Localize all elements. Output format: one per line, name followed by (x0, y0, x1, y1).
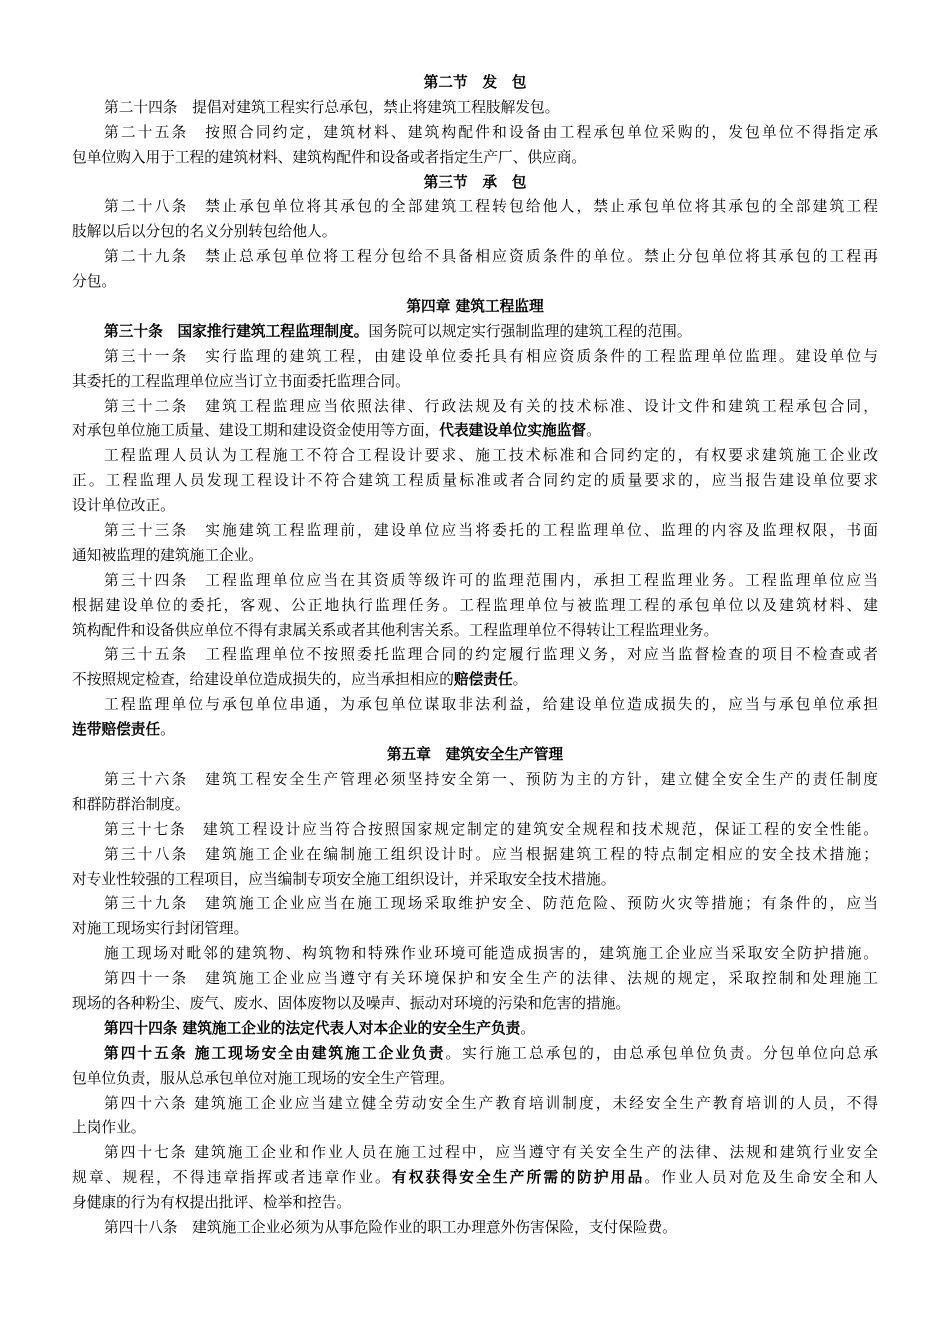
text-line (72, 569, 878, 594)
section-heading (72, 743, 878, 768)
text-run: 分包。 (72, 273, 117, 291)
text-line (72, 1141, 878, 1166)
bold-text-run: 代表建设单位实施监督 (439, 422, 587, 440)
text-run: 工程监理人员认为工程施工不符合工程设计要求、施工技术标准和合同约定的，有权要求建筑施工企业改 (104, 447, 878, 465)
text-run: 。作业人员对危及生命安全和人 (644, 1169, 878, 1187)
text-run: 。 (512, 671, 528, 689)
section-heading (72, 171, 878, 196)
text-run: 第三十三条 实施建筑工程监理前，建设单位应当将委托的工程监理单位、监理的内容及监理权限，书面 (104, 522, 878, 540)
text-run: 其委托的工程监理单位应当订立书面委托监理合同。 (72, 372, 410, 390)
section-heading (72, 295, 878, 320)
text-run: 第三十五条 工程监理单位不按照委托监理合同的约定履行监理义务，对应当监督检查的项目不检查或者 (104, 646, 878, 664)
text-line (72, 1067, 878, 1092)
text-line (72, 320, 878, 345)
text-run: 。 (520, 1019, 536, 1037)
bold-text-run: 第二节 发 包 (423, 74, 527, 91)
text-run: 第四十八条 建筑施工企业必须为从事危险作业的职工办理意外伤害保险，支付保险费。 (104, 1218, 677, 1236)
text-run: 。实行施工总承包的，由总承包单位负责。分包单位向总承 (445, 1044, 878, 1062)
text-line (72, 395, 878, 420)
text-run: 。 (586, 422, 601, 440)
text-line (72, 693, 878, 718)
text-line (72, 245, 878, 270)
text-run: 通知被监理的建筑施工企业。 (72, 546, 263, 564)
text-run: 国务院可以规定实行强制监理的建筑工程的范围。 (368, 322, 692, 340)
text-run: 第二十四条 提倡对建筑工程实行总承包，禁止将建筑工程肢解发包。 (104, 98, 560, 116)
text-line (72, 917, 878, 942)
text-line (72, 544, 878, 569)
text-line (72, 619, 878, 644)
text-line (72, 793, 878, 818)
text-line (72, 843, 878, 868)
text-line (72, 469, 878, 494)
bold-text-run: 第四章 建筑工程监理 (406, 298, 544, 316)
bold-text-run: 第三节 承 包 (423, 173, 527, 191)
text-run: 施工现场对毗邻的建筑物、构筑物和特殊作业环境可能造成损害的，建筑施工企业应当采取安全防护措施。 (104, 945, 878, 963)
text-line (72, 768, 878, 793)
text-line (72, 942, 878, 967)
text-line (72, 818, 878, 843)
text-line (72, 519, 878, 544)
bold-text-run: 第三十条 国家推行建筑工程监理制度。 (104, 322, 369, 340)
text-line (72, 220, 878, 245)
text-run: 现场的各种粉尘、废气、废水、固体废物以及噪声、振动对环境的污染和危害的措施。 (72, 994, 631, 1012)
text-run: 肢解以后以分包的名义分别转包给他人。 (72, 223, 337, 241)
text-line (72, 1116, 878, 1141)
text-line (72, 1017, 878, 1042)
text-run: 筑构配件和设备供应单位不得有隶属关系或者其他利害关系。工程监理单位不得转让工程监理业务。 (72, 621, 719, 639)
text-run: 第四十七条 建筑施工企业和作业人员在施工过程中，应当遵守有关安全生产的法律、法规和建筑行业安全 (104, 1144, 878, 1162)
text-line (72, 594, 878, 619)
text-run: 设计单位改正。 (72, 497, 175, 515)
text-run: 第三十二条 建筑工程监理应当依照法律、行政法规及有关的技术标准、设计文件和建筑工程承包合同， (104, 397, 878, 415)
text-line (72, 96, 878, 121)
text-run: 包单位负责，服从总承包单位对施工现场的安全生产管理。 (72, 1069, 454, 1087)
text-line (72, 270, 878, 295)
bold-text-run: 赔偿责任 (453, 671, 513, 689)
text-line (72, 370, 878, 395)
text-run: 第四十一条 建筑施工企业应当遵守有关环境保护和安全生产的法律、法规的规定，采取控制和处理施工 (104, 970, 878, 988)
text-run: 第三十四条 工程监理单位应当在其资质等级许可的监理范围内，承担工程监理业务。工程监理单位应当 (104, 571, 878, 589)
text-run: 规章、规程，不得违章指挥或者违章作业。 (72, 1169, 392, 1187)
text-run: 不按照规定检查，给建设单位造成损失的，应当承担相应的 (72, 671, 454, 689)
text-run: 第三十七条 建筑工程设计应当符合按照国家规定制定的建筑安全规程和技术规范，保证工程的安全性能。 (104, 820, 878, 838)
text-run: 上岗作业。 (72, 1119, 146, 1137)
text-line (72, 419, 878, 444)
text-run: 对施工现场实行封闭管理。 (72, 920, 249, 938)
bold-text-run: 有权获得安全生产所需的防护用品 (391, 1169, 645, 1187)
text-run: 第四十六条 建筑施工企业应当建立健全劳动安全生产教育培训制度，未经安全生产教育培训的人员，不得 (104, 1094, 878, 1112)
text-line (72, 195, 878, 220)
text-line (72, 494, 878, 519)
text-run: 第三十六条 建筑工程安全生产管理必须坚持安全第一、预防为主的方针，建立健全安全生产的责任制度 (104, 770, 878, 788)
text-line (72, 668, 878, 693)
text-run: 根据建设单位的委托，客观、公正地执行监理任务。工程监理单位与被监理工程的承包单位以及建筑材料、建 (72, 596, 878, 614)
text-run: 。 (160, 721, 175, 739)
text-line (72, 1191, 878, 1216)
text-run: 对专业性较强的工程项目，应当编制专项安全施工组织设计，并采取安全技术措施。 (72, 870, 616, 888)
text-run: 正。工程监理人员发现工程设计不符合建筑工程质量标准或者合同约定的质量要求的，应当报告建设单位要求 (72, 472, 878, 490)
bold-text-run: 第五章 建筑安全生产管理 (386, 746, 564, 764)
text-line (72, 345, 878, 370)
text-run: 工程监理单位与承包单位串通，为承包单位谋取非法利益，给建设单位造成损失的，应当与承包单位承担 (104, 696, 878, 714)
text-run: 和群防群治制度。 (72, 795, 190, 813)
bold-text-run: 连带赔偿责任 (72, 721, 161, 739)
text-line (72, 121, 878, 146)
bold-text-run: 第四十五条 施工现场安全由建筑施工企业负责 (104, 1044, 446, 1062)
text-run: 第二十五条 按照合同约定，建筑材料、建筑构配件和设备由工程承包单位采购的，发包单位不得指定承 (104, 123, 878, 141)
text-line (72, 1042, 878, 1067)
text-run: 包单位购入用于工程的建筑材料、建筑构配件和设备或者指定生产厂、供应商。 (72, 148, 587, 166)
text-line (72, 967, 878, 992)
text-line (72, 444, 878, 469)
text-line (72, 1092, 878, 1117)
text-run: 第三十八条 建筑施工企业在编制施工组织设计时。应当根据建筑工程的特点制定相应的安全技术措施； (104, 845, 878, 863)
text-line (72, 992, 878, 1017)
bold-text-run: 第四十四条 建筑施工企业的法定代表人对本企业的安全生产负责 (104, 1019, 521, 1037)
text-run: 身健康的行为有权提出批评、检举和控告。 (72, 1194, 352, 1212)
text-line (72, 892, 878, 917)
text-line (72, 868, 878, 893)
text-line (72, 1166, 878, 1191)
text-run: 对承包单位施工质量、建设工期和建设资金使用等方面， (72, 422, 440, 440)
text-run: 第三十一条 实行监理的建筑工程，由建设单位委托具有相应资质条件的工程监理单位监理。建设单位与 (104, 347, 878, 365)
text-run: 第二十九条 禁止总承包单位将工程分包给不具备相应资质条件的单位。禁止分包单位将其承包的工程再 (104, 248, 878, 266)
text-run: 第三十九条 建筑施工企业应当在施工现场采取维护安全、防范危险、预防火灾等措施；有条件的，应当 (104, 895, 878, 913)
text-line (72, 643, 878, 668)
section-heading (72, 71, 878, 96)
text-run: 第二十八条 禁止承包单位将其承包的全部建筑工程转包给他人，禁止承包单位将其承包的全部建筑工程 (104, 198, 878, 216)
text-line (72, 1216, 878, 1241)
text-line (72, 718, 878, 743)
text-line (72, 146, 878, 171)
